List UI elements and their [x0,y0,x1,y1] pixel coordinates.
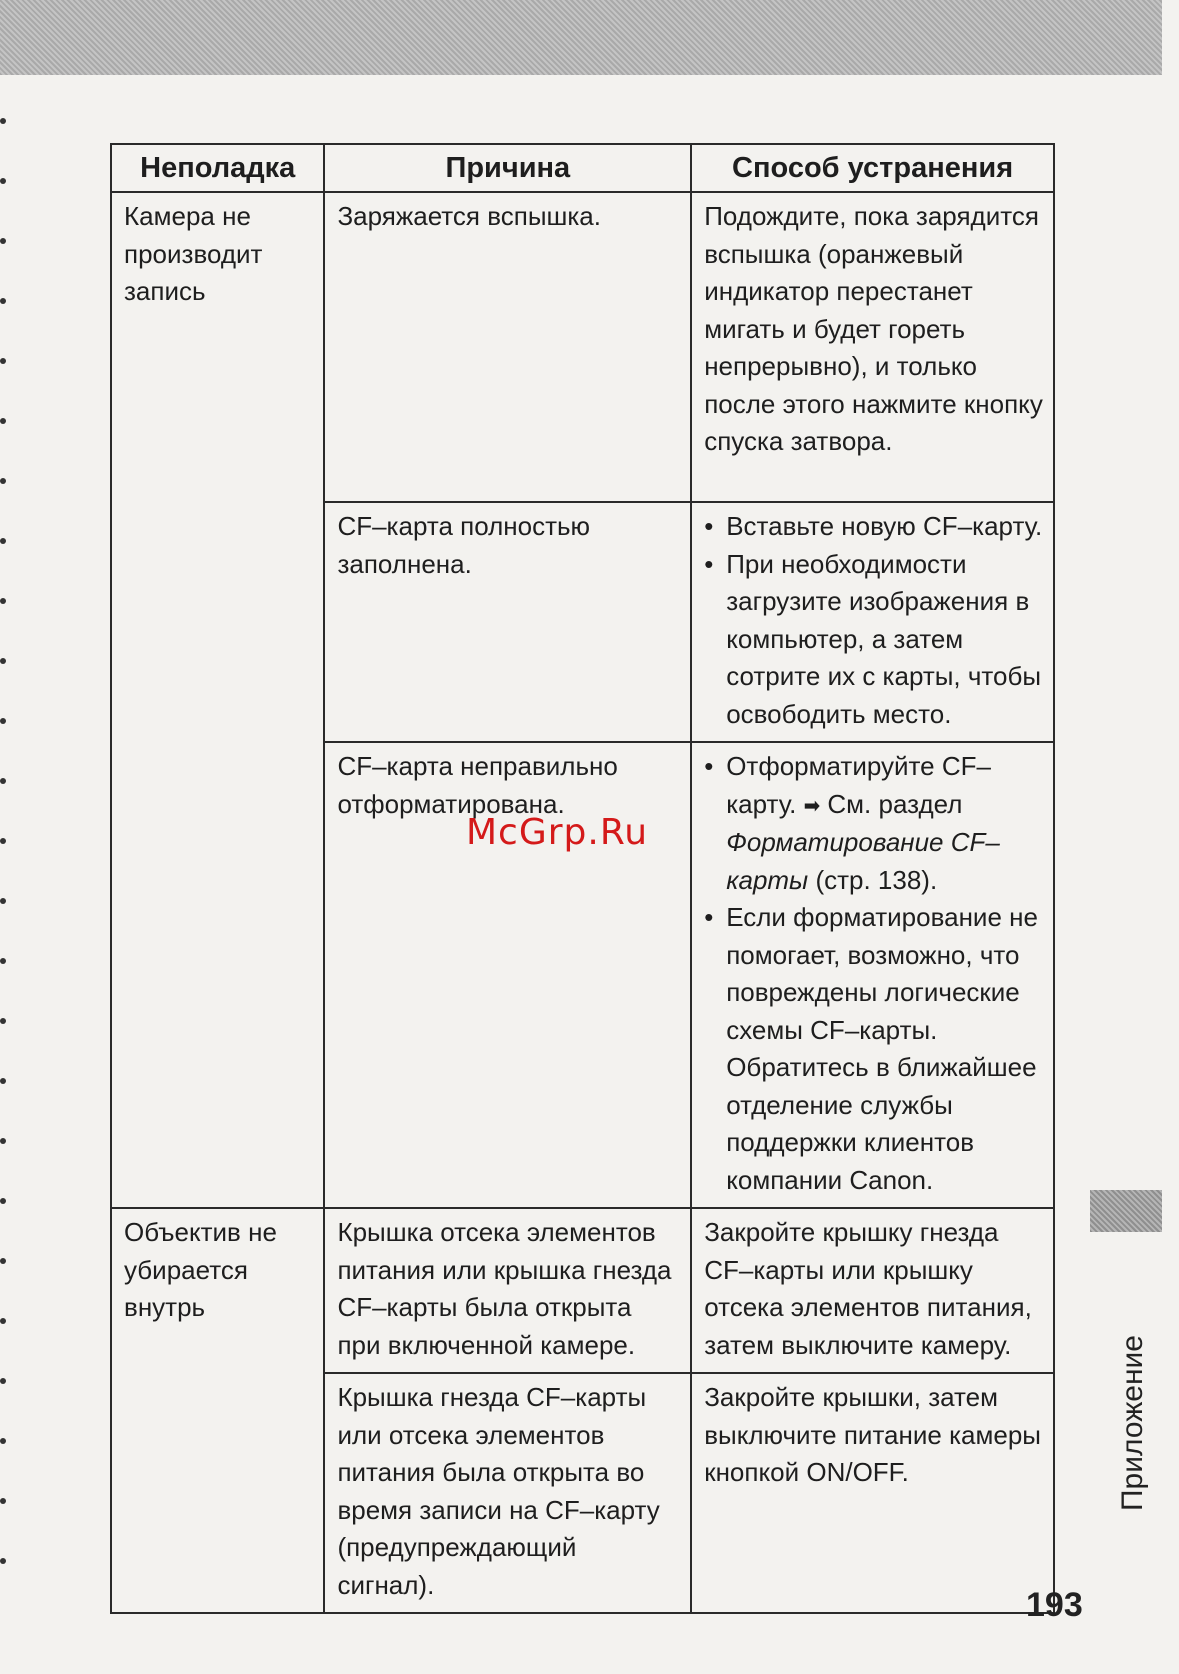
header-problem: Неполадка [111,144,324,192]
binding-hole [0,1198,6,1204]
see-arrow-icon: ➡ [803,792,821,818]
list-item [704,748,1043,899]
binding-hole [0,358,6,364]
remedy-list [704,508,1043,733]
list-item: • Если форматирование не помогает, возможно, что повреждены логические схемы CF–карты. Обратитесь в ближайшее отделение службы поддержки клиентов компании Canon. [704,899,1043,1199]
remedy-list [704,748,1043,1199]
binding-hole [0,238,6,244]
cause-cell: Заряжается вспышка. [324,192,691,502]
binding-hole [0,1078,6,1084]
section-tab-marker [1090,1190,1162,1232]
remedy-cell [691,502,1054,742]
page-number: 193 [1026,1586,1083,1624]
binding-hole [0,478,6,484]
binding-hole [0,658,6,664]
binding-hole [0,1138,6,1144]
remedy-cell [691,742,1054,1208]
cause-cell: Крышка гнезда CF–карты или отсека элементов питания была открыта во время записи на CF–карту (предупреждающий сигнал). [324,1373,691,1613]
table-row [111,1208,1054,1373]
header-cause: Причина [324,144,691,192]
remedy-cell: Закройте крышку гнезда CF–карты или крышку отсека элементов питания, затем выключите камеру. [691,1208,1054,1373]
binding-hole [0,958,6,964]
remedy-cell: Закройте крышки, затем выключите питание камеры кнопкой ON/OFF. [691,1373,1054,1613]
watermark: McGrp.Ru [466,812,649,853]
problem-cell: Объектив не убирается внутрь [111,1208,324,1613]
binding-hole [0,1258,6,1264]
binding-hole [0,718,6,724]
remedy-text: Отформатируйте CF–карту. [726,751,991,819]
binding-hole [0,778,6,784]
cause-cell: CF–карта неправильно отформатирована. [324,742,691,1208]
binding-hole [0,1558,6,1564]
see-label: См. раздел [827,788,963,819]
binding-hole [0,1378,6,1384]
cause-cell: Крышка отсека элементов питания или крышка гнезда CF–карты была открыта при включенной камере. [324,1208,691,1373]
table-row [111,192,1054,502]
binding-hole [0,838,6,844]
binding-hole [0,1018,6,1024]
problem-cell: Камера не производит запись [111,192,324,1208]
binding-hole [0,598,6,604]
troubleshooting-table [110,143,1055,1614]
binding-hole [0,538,6,544]
binding-hole [0,1498,6,1504]
binding-hole [0,898,6,904]
binding-hole [0,1318,6,1324]
page-reference: (стр. 138). [815,864,938,895]
cause-cell: CF–карта полностью заполнена. [324,502,691,742]
binding-holes [0,60,8,1660]
section-label: Приложение [1116,1335,1149,1511]
list-item: • При необходимости загрузите изображения в компьютер, а затем сотрите их с карты, чтобы освободить место. [704,546,1043,734]
cross-reference-link: Форматирование CF–карты [726,827,1000,895]
binding-hole [0,298,6,304]
binding-hole [0,178,6,184]
binding-hole [0,418,6,424]
remedy-cell: Подождите, пока зарядится вспышка (оранжевый индикатор перестанет мигать и будет гореть непрерывно), и только после этого нажмите кнопку спуска затвора. [691,192,1054,502]
binding-hole [0,1438,6,1444]
binding-hole [0,118,6,124]
header-remedy: Способ устранения [691,144,1054,192]
list-item: • Вставьте новую CF–карту. [704,508,1043,546]
table-header-row [111,144,1054,192]
header-band [0,0,1162,75]
